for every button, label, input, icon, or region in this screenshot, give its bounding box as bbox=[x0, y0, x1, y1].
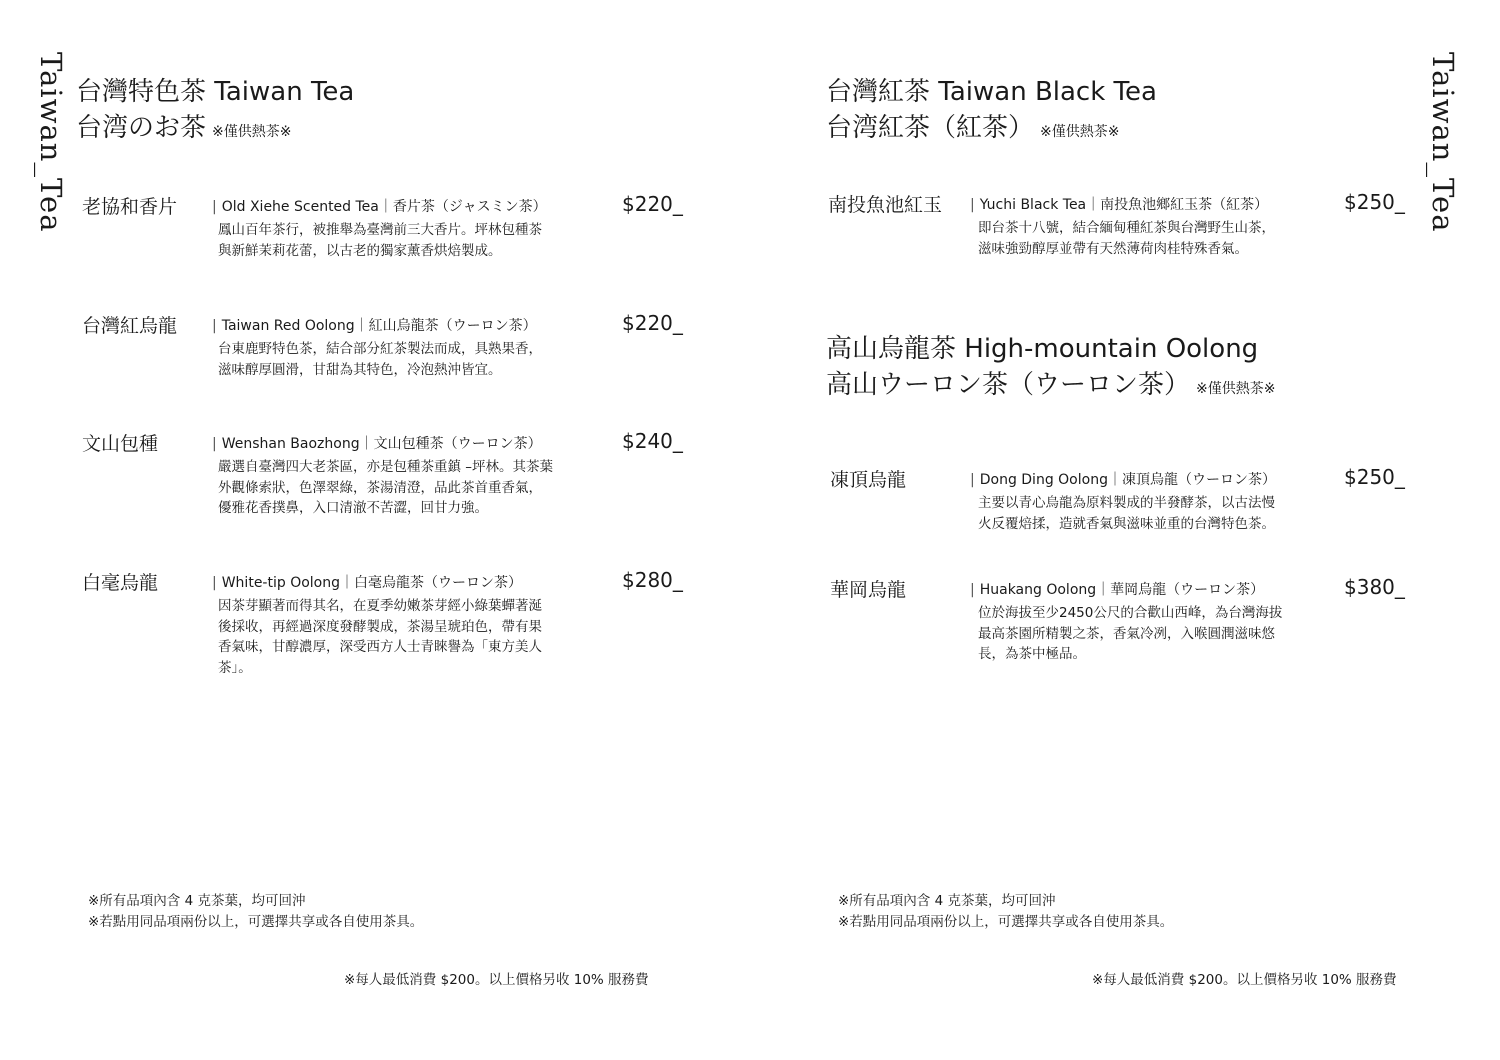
item-name: 南投魚池紅玉 bbox=[828, 194, 943, 216]
item-subtitle: | Old Xiehe Scented Tea｜香片茶（ジャスミン茶） bbox=[212, 199, 547, 215]
taiwan-tea-heading bbox=[76, 74, 354, 150]
item-price: $220_ bbox=[622, 311, 683, 335]
hot-only-note: ※僅供熱茶※ bbox=[212, 124, 292, 140]
heading-line2: 台湾紅茶（紅茶） bbox=[826, 113, 1035, 143]
heading-line2: 高山ウーロン茶（ウーロン茶） bbox=[826, 370, 1191, 400]
item-name: 台灣紅烏龍 bbox=[82, 315, 178, 337]
item-subtitle: | Huakang Oolong｜華岡烏龍（ウーロン茶） bbox=[970, 582, 1265, 598]
heading-line1: 台灣紅茶 Taiwan Black Tea bbox=[826, 77, 1157, 107]
item-price: $280_ bbox=[622, 568, 683, 592]
item-price: $220_ bbox=[622, 192, 683, 216]
footnote: ※若點用同品項兩份以上，可選擇共享或各自使用茶具。 bbox=[88, 914, 424, 930]
side-tab-right: Taiwan_Tea bbox=[1426, 52, 1460, 233]
heading-line1: 台灣特色茶 Taiwan Tea bbox=[76, 77, 355, 107]
item-price: $250_ bbox=[1344, 190, 1405, 214]
hot-only-note: ※僅供熱茶※ bbox=[1040, 124, 1120, 140]
item-name: 白毫烏龍 bbox=[82, 572, 159, 594]
footnote: ※所有品項內含 4 克茶葉，均可回沖 bbox=[88, 893, 306, 909]
side-tab-left: Taiwan_Tea bbox=[34, 52, 68, 233]
item-description: 嚴選自臺灣四大老茶區，亦是包種茶重鎮 –坪林。其茶葉 外觀條索狀，色澤翠綠，茶湯清澄，品此茶首重香氣， 優雅花香撲鼻，入口清澈不苦澀，回甘力強。 bbox=[218, 459, 554, 516]
item-name: 凍頂烏龍 bbox=[830, 469, 907, 491]
item-description: 位於海拔至少2450公尺的合歡山西峰，為台灣海拔 最高茶園所精製之茶，香氣冷冽，入喉圓潤滋味悠 長，為茶中極品。 bbox=[978, 605, 1283, 662]
item-name: 文山包種 bbox=[82, 433, 159, 455]
hot-only-note: ※僅供熱茶※ bbox=[1196, 381, 1276, 397]
item-subtitle: | Taiwan Red Oolong｜紅山烏龍茶（ウーロン茶） bbox=[212, 318, 537, 334]
item-subtitle: | Yuchi Black Tea｜南投魚池鄉紅玉茶（紅茶） bbox=[970, 197, 1269, 213]
item-price: $240_ bbox=[622, 429, 683, 453]
item-name: 華岡烏龍 bbox=[830, 579, 907, 601]
item-price: $250_ bbox=[1344, 465, 1405, 489]
heading-line1: 高山烏龍茶 High-mountain Oolong bbox=[826, 334, 1259, 364]
item-description: 即台茶十八號，結合緬甸種紅茶與台灣野生山茶， 滋味強勁醇厚並帶有天然薄荷肉桂特殊香氣。 bbox=[978, 220, 1275, 257]
item-name: 老協和香片 bbox=[82, 196, 178, 218]
right-minimum-charge: ※每人最低消費 $200。以上價格另收 10% 服務費 bbox=[1092, 972, 1397, 988]
left-footnotes bbox=[88, 891, 423, 933]
item-subtitle: | Wenshan Baozhong｜文山包種茶（ウーロン茶） bbox=[212, 436, 542, 452]
item-description: 因茶芽顯著而得其名，在夏季幼嫩茶芽經小綠葉蟬著涎 後採收，再經過深度發酵製成，茶湯呈琥珀色，帶有果 香氣味，甘醇濃厚，深受西方人士青睞譽為「東方美人 茶」。 bbox=[218, 598, 542, 676]
right-footnotes bbox=[838, 891, 1173, 933]
item-subtitle: | Dong Ding Oolong｜凍頂烏龍（ウーロン茶） bbox=[970, 472, 1276, 488]
item-price: $380_ bbox=[1344, 575, 1405, 599]
black-tea-heading bbox=[826, 74, 1157, 150]
item-description: 台東鹿野特色茶，結合部分紅茶製法而成，具熟果香， 滋味醇厚圓滑，甘甜為其特色，冷泡熱沖皆宜。 bbox=[218, 341, 542, 378]
left-minimum-charge: ※每人最低消費 $200。以上價格另收 10% 服務費 bbox=[344, 972, 649, 988]
item-subtitle: | White-tip Oolong｜白毫烏龍茶（ウーロン茶） bbox=[212, 575, 522, 591]
item-description: 鳳山百年茶行，被推舉為臺灣前三大香片。坪林包種茶 與新鮮茉莉花蕾，以古老的獨家薰香烘焙製成。 bbox=[218, 222, 542, 259]
high-mountain-oolong-heading bbox=[826, 331, 1275, 407]
footnote: ※所有品項內含 4 克茶葉，均可回沖 bbox=[838, 893, 1056, 909]
item-description: 主要以青心烏龍為原料製成的半發酵茶，以古法慢 火反覆焙揉，造就香氣與滋味並重的台灣特色茶。 bbox=[978, 495, 1275, 532]
footnote: ※若點用同品項兩份以上，可選擇共享或各自使用茶具。 bbox=[838, 914, 1174, 930]
heading-line2: 台湾のお茶 bbox=[76, 113, 207, 143]
